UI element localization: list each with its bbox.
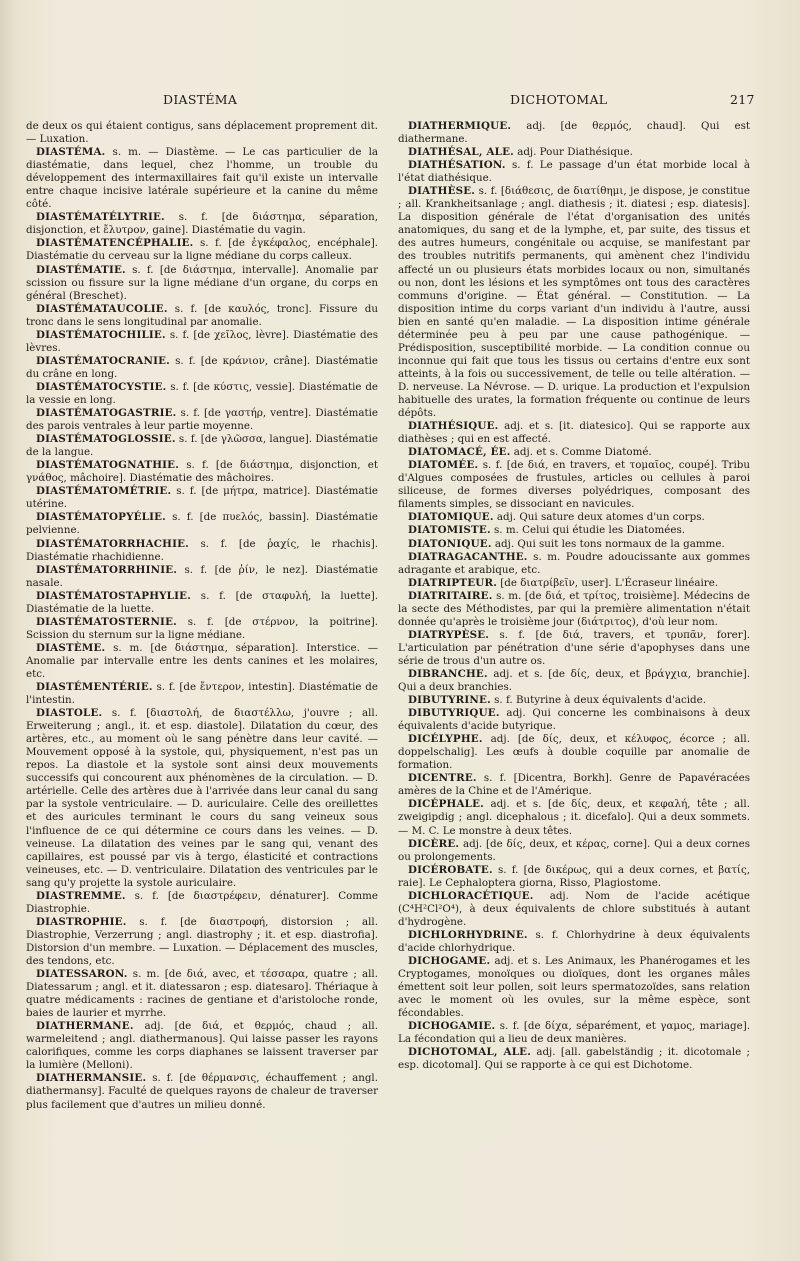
entry-definition: s. f. [de διάστημα, séparation, disjonction, et ἔλυτρον, gaine]. Diastématie du vagin. xyxy=(26,211,378,237)
entry-definition: s. f. Chlorhydrine à deux équivalents d'acide chlorhydrique. xyxy=(398,928,750,954)
entry-definition: s. f. [de διά, en travers, et τομαῖος, coupé]. Tribu d'Algues composées de frustules, articles ou cellules à paroi siliceuse, de formes diverses polyédriques, composant des filaments simples, se dissociant en navicules. xyxy=(398,459,750,511)
dictionary-entry xyxy=(398,146,750,159)
entry-headword: DIASTÉMATORRHINIE. xyxy=(36,563,178,576)
entry-headword: DIASTÉMATOCRANIE. xyxy=(36,354,170,367)
dictionary-entry xyxy=(398,733,750,772)
entry-definition: s. f. [de διά, travers, et τρυπᾶν, forer]. L'articulation par pénétration d'une série d'apophyses dans une série de trous d'un autre os. xyxy=(398,628,750,667)
entry-definition: s. m. [de διάστημα, séparation]. Interstice. — Anomalie par intervalle entre les dents canines et les molaires, etc. xyxy=(26,641,378,680)
entry-definition: adj. et s. [de δίς, deux, et βράγχια, branchie]. Qui a deux branchies. xyxy=(398,667,750,694)
entry-headword: DICÉPHALE. xyxy=(408,798,484,811)
dictionary-entry xyxy=(26,916,378,968)
dictionary-entry xyxy=(398,420,750,446)
entry-definition: s. m. [de διά, et τρίτος, troisième]. Médecins de la secte des Méthodistes, par qui la première alimentation n'était donnée qu'après le troisième jour (διάτριτος), d'où leur nom. xyxy=(398,589,750,628)
dictionary-entry xyxy=(26,1072,378,1111)
entry-definition: s. f. [de διαστρέφειν, dénaturer]. Comme Diastrophie. xyxy=(26,889,378,915)
entry-headword: DICÉLYPHE. xyxy=(408,733,483,746)
entry-headword: DIATHERMANE. xyxy=(36,1020,134,1033)
dictionary-entry xyxy=(26,381,378,407)
dictionary-entry xyxy=(26,681,378,707)
dictionary-entry xyxy=(398,577,750,590)
dictionary-entry xyxy=(398,511,750,524)
header-right-guideword: DICHOTOMAL xyxy=(510,92,608,107)
dictionary-entry xyxy=(26,485,378,511)
dictionary-entry xyxy=(398,798,750,837)
entry-definition: adj. Nom de l'acide acétique (C⁴H²Cl²O⁴), à deux équivalents de chlore substitués à autant d'hydrogène. xyxy=(398,889,750,928)
entry-definition: s. f. [de γαστήρ, ventre]. Diastématie des parois ventrales à leur partie moyenne. xyxy=(26,407,378,433)
dictionary-entry xyxy=(26,511,378,537)
dictionary-entry xyxy=(26,303,378,329)
entry-headword: DIASTÉMATÉLYTRIE. xyxy=(36,211,165,224)
dictionary-entry xyxy=(26,329,378,355)
dictionary-entry xyxy=(26,564,378,590)
entry-definition: s. f. [de ῥαχίς, le rhachis]. Diastématie rhachidienne. xyxy=(26,537,378,563)
entry-headword: DIASTÉMATAUCOLIE. xyxy=(36,302,168,315)
entry-definition: s. m. [de διά, avec, et τέσσαρα, quatre ; all. Diatessarum ; angl. et it. diatessaron ; esp. diatesaro]. Thériaque à quatre médicaments : racines de gentiane et d'aristoloche ronde, baies de laurier et myrrhe. xyxy=(26,968,378,1020)
entry-definition: s. m. Celui qui étudie les Diatomées. xyxy=(490,524,686,537)
dictionary-entry xyxy=(26,1020,378,1072)
entry-definition: s. f. [de διάστημα, disjonction, et γνάθος, mâchoire]. Diastématie des mâchoires. xyxy=(26,459,378,485)
entry-definition: s. f. [διάθεσις, de διατίθημι, je dispose, je constitue ; all. Krankheitsanlage ; angl. diathesis ; it. diatesi ; esp. diatesis]. La disposition générale de l'état d'organisation des unités anatomiques, du sang et de la lymphe, et, par suite, des tissus et des autres humeurs, congénitale ou acquise, se manifestant par des troubles nutritifs permanents, qui amènent chez l'individu affecté un ou plusieurs états morbides locaux ou non, simultanés ou non, dont les lésions et les symptômes ont tous des caractères communs d'origine. — État général. — Constitution. — La disposition intime du corps variant d'un individu à l'autre, aussi bien en santé qu'en maladie. — La disposition intime générale déterminée peu à peu par une cause pathogénique. — Prédisposition, susceptibilité morbide. — La condition connue ou inconnue qui fait que tous les tissus ou certains d'entre eux sont atteints, à la fois ou successivement, de telle ou telle altération. — D. nerveuse. La Névrose. — D. urique. La production et l'expulsion habituelle des urates, la formation fréquente ou continue de leurs dépôts. xyxy=(398,185,750,420)
entry-definition: s. f. [de ἔντερον, intestin]. Diastématie de l'intestin. xyxy=(26,681,378,707)
entry-headword: DIASTÉMENTÉRIE. xyxy=(36,681,153,694)
entry-headword: DIATRYPÈSE. xyxy=(408,628,490,641)
entry-definition: adj. [de δίς, deux, et κέλυφος, écorce ; all. doppelschalig]. Les œufs à double coquille par anomalie de formation. xyxy=(398,733,750,772)
entry-headword: DIASTÉMATOCHILIE. xyxy=(36,328,166,341)
dictionary-entry xyxy=(398,629,750,668)
entry-definition: [de διατρίβεῖν, user]. L'Écraseur linéaire. xyxy=(496,576,719,589)
entry-definition: s. f. [de πυελός, bassin]. Diastématie pelvienne. xyxy=(26,511,378,537)
entry-headword: DICHOTOMAL, ALE. xyxy=(408,1046,531,1059)
dictionary-entry xyxy=(26,120,378,146)
entry-definition: s. f. [de χεῖλος, lèvre]. Diastématie des lèvres. xyxy=(26,328,378,354)
dictionary-entry xyxy=(26,433,378,459)
entry-headword: DIASTÉMATOSTERNIE. xyxy=(36,615,177,628)
dictionary-entry xyxy=(398,120,750,146)
entry-definition: adj. [all. gabelständig ; it. dicotomale ; esp. dicotomal]. Qui se rapporte à ce qui est Dichotome. xyxy=(398,1046,751,1072)
entry-headword: DIATHÈSE. xyxy=(408,185,476,198)
entry-headword: DIATOMISTE. xyxy=(408,524,491,537)
entry-headword: DICENTRE. xyxy=(408,772,477,785)
entry-headword: DIATOMACÉ, ÉE. xyxy=(408,446,511,459)
entry-headword: DIASTREMME. xyxy=(36,889,126,902)
entry-definition: s. m. Poudre adoucissante aux gommes adragante et arabique, etc. xyxy=(398,550,750,576)
entry-headword: DIATHÉSATION. xyxy=(408,159,506,172)
entry-headword: DIATHERMANSIE. xyxy=(36,1072,147,1085)
entry-headword: DIASTÉMATOGASTRIE. xyxy=(36,407,177,420)
dictionary-entry xyxy=(398,707,750,733)
entry-definition: adj. et s. [de δίς, deux, et κεφαλή, tête ; all. zweigipdig ; angl. dicephalous ; it. dicefalo]. Qui a deux sommets. — M. C. Le monstre à deux têtes. xyxy=(398,798,750,837)
left-column xyxy=(26,120,378,1112)
entry-headword: DIASTROPHIE. xyxy=(36,915,127,928)
running-header xyxy=(0,92,800,112)
dictionary-entry xyxy=(26,642,378,681)
entry-definition: s. f. [de κράνιον, crâne]. Diastématie du crâne en long. xyxy=(26,354,378,380)
dictionary-entry xyxy=(398,551,750,577)
dictionary-entry xyxy=(26,237,378,263)
dictionary-entry xyxy=(398,772,750,798)
dictionary-entry xyxy=(398,955,750,1020)
dictionary-entry xyxy=(398,159,750,185)
entry-headword: DIASTÉMATOGNATHIE. xyxy=(36,459,180,472)
entry-headword: DICHOGAME. xyxy=(408,955,491,967)
entry-definition: adj. [de διά, et θερμός, chaud ; all. warmeleitend ; angl. diathermanous]. Qui laisse passer les rayons calorifiques, comme les corps diaphanes se laissent traverser par la lumière (Melloni). xyxy=(26,1020,378,1072)
entry-headword: DIASTÉMATOCYSTIE. xyxy=(36,380,167,393)
entry-definition: adj. Qui concerne les combinaisons à deux équivalents d'acide butyrique. xyxy=(398,707,750,733)
entry-definition: s. f. [de ἐγκέφαλος, encéphale]. Diastématie du cerveau sur la ligne médiane du corps calleux. xyxy=(26,237,378,263)
entry-definition: s. f. [de διάστημα, intervalle]. Anomalie par scission ou fissure sur la ligne médiane d'un organe, du corps en général (Breschet). xyxy=(26,263,378,302)
entry-headword: DIASTÉMATOSTAPHYLIE. xyxy=(36,589,191,602)
entry-headword: DIATOMIQUE. xyxy=(408,511,494,524)
entry-definition: s. f. [Dicentra, Borkh]. Genre de Papavéracées amères de la Chine et de l'Amérique. xyxy=(398,772,750,798)
right-column xyxy=(398,120,750,1072)
dictionary-entry xyxy=(398,929,750,955)
dictionary-entry xyxy=(26,211,378,237)
dictionary-entry xyxy=(398,668,750,694)
dictionary-entry xyxy=(26,707,378,890)
dictionary-entry xyxy=(398,1020,750,1046)
entry-definition: adj. et s. [it. diatesico]. Qui se rapporte aux diathèses ; qui en est affecté. xyxy=(398,420,750,446)
entry-definition: s. f. [de δίχα, séparément, et γαμος, mariage]. La fécondation qui a lieu de deux manières. xyxy=(398,1020,750,1046)
entry-headword: DIBRANCHE. xyxy=(408,667,488,680)
entry-headword: DIASTÉMATIE. xyxy=(36,263,126,276)
dictionary-entry xyxy=(26,616,378,642)
entry-headword: DIASTÉMATOPYÉLIE. xyxy=(36,511,166,524)
entry-definition: adj. et s. Les Animaux, les Phanérogames et les Cryptogames, monoïques ou dioïques, dont les organes mâles émettent soit leur pollen, soit leurs spermatozoïdes, sans relation avec le moment où les ovules, sur la même espèce, sont fécondables. xyxy=(398,955,750,1020)
dictionary-entry xyxy=(398,890,750,929)
dictionary-entry xyxy=(398,185,750,420)
entry-definition: s. f. [de στέρνον, la poitrine]. Scission du sternum sur la ligne médiane. xyxy=(26,615,378,641)
dictionary-entry xyxy=(398,694,750,707)
entry-definition: adj. Qui sature deux atomes d'un corps. xyxy=(493,511,705,524)
entry-definition: de deux os qui étaient contigus, sans déplacement proprement dit. — Luxation. xyxy=(26,120,378,146)
entry-headword: DIASTÉMATOMÉTRIE. xyxy=(36,485,172,498)
dictionary-entry xyxy=(398,538,750,551)
entry-headword: DIASTÉMATORRHACHIE. xyxy=(36,537,189,550)
entry-headword: DIASTÉMATENCÉPHALIE. xyxy=(36,237,194,250)
dictionary-entry xyxy=(26,264,378,303)
entry-definition: s. m. — Diastème. — Le cas particulier de la diastématie, dans lequel, chez l'homme, un trouble du développement des intermaxillaires fait qu'il existe un intervalle entre chaque incisive latérale supérieure et la canine du même côté. xyxy=(26,146,378,211)
entry-headword: DIATESSARON. xyxy=(36,968,128,981)
dictionary-entry xyxy=(26,968,378,1020)
entry-definition: adj. [de δίς, deux, et κέρας, corne]. Qui a deux cornes ou prolongements. xyxy=(398,837,750,863)
entry-definition: s. f. [de μήτρα, matrice]. Diastématie utérine. xyxy=(26,485,378,511)
entry-headword: DIATOMÉE. xyxy=(408,459,479,472)
entry-definition: s. f. [διαστολή, de διαστέλλω, j'ouvre ; all. Erweiterung ; angl., it. et esp. diastole]. Dilatation du cœur, des artères, etc., au moment où le sang pénètre dans leur cavité. — Mouvement opposé à la systole, qui, physiquement, n'est pas un repos. La diastole et la systole sont ainsi deux mouvements successifs qui concourent aux phénomènes de la circulation. — D. artérielle. Celle des artères due à l'arrivée dans leur canal du sang par la systole ventriculaire. — D. auriculaire. Celle des oreillettes et des auricules terminant le cours du sang veineux sous l'influence de ce qui détermine ce cours dans les veines. — D. veineuse. La dilatation des veines par le sang qui, venant des capillaires, est poussé par vis à tergo, élasticité et contractions veineuses, etc. — D. ventriculaire. Dilatation des ventricules par le sang qu'y projette la systole auriculaire. xyxy=(26,707,378,889)
entry-headword: DIATRITAIRE. xyxy=(408,589,493,602)
dictionary-entry xyxy=(26,590,378,616)
entry-headword: DIATHÉSAL, ALE. xyxy=(408,146,514,159)
entry-definition: adj. [de θερμός, chaud]. Qui est diathermane. xyxy=(398,120,750,146)
entry-definition: s. f. [de δικέρως, qui a deux cornes, et βατίς, raie]. Le Cephaloptera giorna, Risso, Plagiostome. xyxy=(398,863,750,889)
entry-headword: DIASTÉMA. xyxy=(36,146,106,159)
entry-headword: DICHLORACÉTIQUE. xyxy=(408,889,534,902)
dictionary-entry xyxy=(398,590,750,629)
dictionary-entry xyxy=(26,890,378,916)
entry-definition: s. f. [de καυλός, tronc]. Fissure du tronc dans le sens longitudinal par anomalie. xyxy=(26,302,378,328)
entry-definition: s. f. [de σταφυλή, la luette]. Diastématie de la luette. xyxy=(26,589,378,615)
entry-definition: adj. Pour Diathésique. xyxy=(513,146,633,159)
dictionary-entry xyxy=(398,838,750,864)
entry-headword: DIBUTYRIQUE. xyxy=(408,707,500,720)
dictionary-entry xyxy=(26,407,378,433)
entry-headword: DIATRIPTEUR. xyxy=(408,576,497,589)
entry-definition: s. f. Le passage d'un état morbide local à l'état diathésique. xyxy=(398,159,750,185)
entry-headword: DIATRAGACANTHE. xyxy=(408,550,528,563)
dictionary-entry xyxy=(26,459,378,485)
entry-headword: DICÉROBATE. xyxy=(408,863,493,876)
dictionary-entry xyxy=(398,459,750,511)
dictionary-entry xyxy=(398,864,750,890)
entry-definition: s. f. [de θέρμανσις, échauffement ; angl. diathermansy]. Faculté de quelques rayons de chaleur de traverser plus facilement que d'autres un milieu donné. xyxy=(26,1072,378,1111)
entry-headword: DIBUTYRINE. xyxy=(408,694,491,707)
entry-definition: s. f. Butyrine à deux équivalents d'acide. xyxy=(490,694,707,707)
entry-headword: DIATHERMIQUE. xyxy=(408,120,512,132)
dictionary-entry xyxy=(398,446,750,459)
dictionary-entry xyxy=(398,524,750,537)
entry-definition: s. f. [de γλῶσσα, langue]. Diastématie de la langue. xyxy=(26,433,378,459)
dictionary-entry xyxy=(26,538,378,564)
entry-definition: s. f. [de διαστροφή, distorsion ; all. Diastrophie, Verzerrung ; angl. diastrophy ; it. et esp. diastrofia]. Distorsion d'un membre. — Luxation. — Déplacement des muscles, des tendons, etc. xyxy=(26,915,378,967)
dictionary-entry xyxy=(26,355,378,381)
entry-headword: DICHOGAMIE. xyxy=(408,1020,496,1033)
entry-headword: DIASTÈME. xyxy=(36,641,106,654)
entry-definition: adj. Qui suit les tons normaux de la gamme. xyxy=(491,537,725,550)
entry-headword: DICHLORHYDRINE. xyxy=(408,928,528,941)
entry-definition: s. f. [de κύστις, vessie]. Diastématie de la vessie en long. xyxy=(26,380,378,406)
entry-headword: DICÈRE. xyxy=(408,837,460,850)
entry-headword: DIATHÉSIQUE. xyxy=(408,420,499,433)
entry-headword: DIATONIQUE. xyxy=(408,537,492,550)
entry-definition: s. f. [de ῥίν, le nez]. Diastématie nasale. xyxy=(26,563,378,589)
entry-headword: DIASTOLE. xyxy=(36,707,103,720)
entry-headword: DIASTÉMATOGLOSSIE. xyxy=(36,433,176,446)
page-number: 217 xyxy=(730,92,755,107)
dictionary-entry xyxy=(398,1046,750,1072)
entry-definition: adj. et s. Comme Diatomé. xyxy=(510,446,652,459)
header-left-guideword: DIASTÉMA xyxy=(163,92,238,107)
dictionary-entry xyxy=(26,146,378,211)
